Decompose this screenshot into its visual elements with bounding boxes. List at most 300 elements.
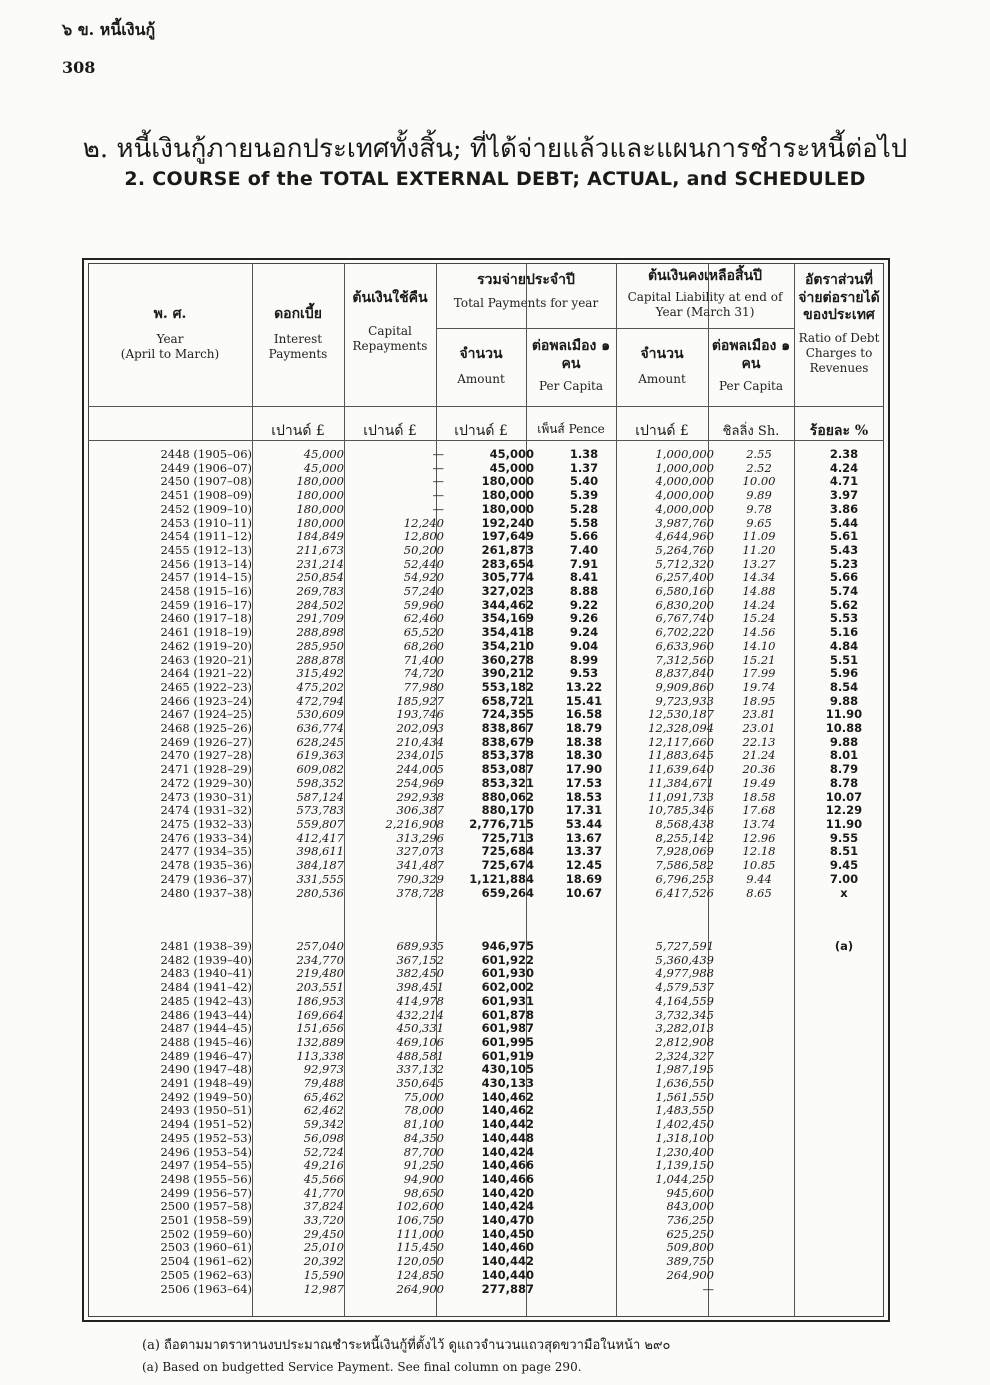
interest-cell: 25,010 [303, 1240, 344, 1255]
amount-cell: 140,450 [481, 1226, 534, 1241]
capital-cell: 432,214 [396, 1007, 444, 1022]
capital-cell: — [432, 488, 444, 503]
col-total-thai: รวมจ่ายประจำปี [477, 272, 575, 288]
per-capita-cell: 7.40 [569, 542, 599, 557]
capital-cell: 98,650 [403, 1185, 444, 1200]
capital-cell: 68,260 [403, 638, 444, 653]
capital-cell: 313,296 [396, 830, 444, 845]
table-row [88, 1159, 894, 1173]
ratio-cell: 8.78 [829, 775, 859, 790]
ratio-cell [794, 1118, 894, 1132]
table-row [88, 544, 894, 558]
liability-cell: 7,928,069 [655, 844, 714, 859]
liability-per-capita-cell: 22.13 [742, 734, 776, 749]
liability-per-capita-cell: 17.99 [742, 666, 776, 681]
amount-cell: 305,774 [481, 570, 534, 585]
liability-cell: 6,633,960 [655, 638, 714, 653]
year-cell: 2462 (1919–20) [160, 638, 252, 653]
year-cell: 2481 (1938–39) [160, 939, 252, 953]
liability-cell: 5,360,439 [655, 952, 714, 967]
year-cell: 2456 (1913–14) [160, 556, 252, 571]
interest-cell: 257,040 [296, 939, 344, 953]
ratio-cell: 11.90 [825, 816, 863, 831]
amount-cell: 601,919 [481, 1048, 534, 1063]
year-cell: 2498 (1955–56) [160, 1171, 252, 1186]
year-cell: 2465 (1922–23) [160, 679, 252, 694]
capital-cell: 327,073 [396, 844, 444, 859]
liability-cell: 264,900 [666, 1267, 714, 1282]
per-capita-cell: 9.53 [569, 666, 599, 681]
amount-cell: 601,878 [481, 1007, 534, 1022]
table-row [88, 1022, 894, 1036]
year-cell: 2467 (1924–25) [160, 707, 252, 722]
table-row [88, 736, 894, 750]
liability-cell: 8,837,840 [655, 666, 714, 681]
interest-cell: 412,417 [296, 830, 344, 845]
interest-cell: 45,000 [303, 460, 344, 475]
interest-cell: 219,480 [296, 966, 344, 981]
ratio-cell: 3.86 [829, 501, 859, 516]
liability-cell: 625,250 [666, 1226, 714, 1241]
capital-cell: 12,240 [403, 515, 444, 530]
liability-per-capita-cell [724, 967, 794, 981]
capital-cell: 382,450 [396, 966, 444, 981]
per-capita-cell: 1.38 [569, 447, 599, 461]
capital-cell: 71,400 [403, 652, 444, 667]
amount-cell: 430,105 [481, 1062, 534, 1077]
col-amount-header [436, 346, 526, 387]
capital-cell: 790,329 [396, 871, 444, 886]
ratio-cell: 2.38 [829, 447, 859, 461]
capital-cell: 106,750 [396, 1213, 444, 1228]
ratio-cell [794, 1187, 894, 1201]
ratio-cell: 8.51 [829, 844, 859, 859]
year-cell: 2473 (1930–31) [160, 789, 252, 804]
unit-liab-amount: เปานด์ £ [635, 423, 689, 439]
interest-cell: 234,770 [296, 952, 344, 967]
per-capita-cell: 5.66 [569, 529, 599, 544]
ratio-cell: 10.07 [825, 789, 863, 804]
liability-per-capita-cell [724, 1255, 794, 1269]
liability-cell: 7,312,560 [655, 652, 714, 667]
ratio-cell [794, 1050, 894, 1064]
table-row [88, 462, 894, 476]
liability-cell: 12,530,187 [648, 707, 714, 722]
year-cell: 2460 (1917–18) [160, 611, 252, 626]
liability-cell: 2,324,327 [655, 1048, 714, 1063]
liability-cell: 4,579,537 [655, 980, 714, 995]
capital-cell: — [432, 501, 444, 516]
ratio-cell: 5.61 [829, 529, 859, 544]
ratio-cell: 3.97 [829, 488, 859, 503]
liability-per-capita-cell [724, 1146, 794, 1160]
ratio-cell: 5.53 [829, 611, 859, 626]
interest-cell: 92,973 [303, 1062, 344, 1077]
capital-cell: 111,000 [396, 1226, 444, 1241]
table-row [88, 667, 894, 681]
amount-cell: 601,995 [481, 1034, 534, 1049]
col-interest-thai: ดอกเบี้ย [274, 306, 322, 322]
liability-per-capita-cell: 14.34 [742, 570, 776, 585]
col-liab-percapita-en: Per Capita [718, 379, 784, 393]
per-capita-cell: 18.69 [565, 871, 603, 886]
year-cell: 2501 (1958–59) [160, 1213, 252, 1228]
table-row [88, 695, 894, 709]
per-capita-cell: 9.04 [569, 638, 599, 653]
ratio-cell: 5.51 [829, 652, 859, 667]
ratio-cell [794, 954, 894, 968]
table-actual [88, 448, 894, 900]
capital-cell: 78,000 [403, 1103, 444, 1118]
capital-cell: 75,000 [403, 1089, 444, 1104]
liability-cell: 3,987,760 [655, 515, 714, 530]
col-total-en: Total Payments for year [453, 295, 599, 310]
ratio-cell: 9.88 [829, 734, 859, 749]
capital-cell: 124,850 [396, 1267, 444, 1282]
col-ratio-thai: อัตราส่วนที่จ่ายต่อรายได้ของประเทศ [798, 272, 880, 323]
col-year-header [88, 306, 252, 362]
ratio-cell [794, 1104, 894, 1118]
liability-cell: 8,255,142 [655, 830, 714, 845]
group-rule [616, 328, 794, 329]
table-row [88, 530, 894, 544]
per-capita-cell [544, 1173, 624, 1187]
year-cell: 2480 (1937–38) [160, 885, 252, 900]
ratio-cell: 4.24 [829, 460, 859, 475]
liability-per-capita-cell [724, 1159, 794, 1173]
per-capita-cell: 16.58 [565, 707, 603, 722]
table-row [88, 448, 894, 462]
capital-cell: 74,720 [403, 666, 444, 681]
interest-cell: 269,783 [296, 584, 344, 599]
table-row [88, 954, 894, 968]
table-row [88, 626, 894, 640]
per-capita-cell: 13.22 [565, 679, 603, 694]
amount-cell: 140,466 [481, 1158, 534, 1173]
ratio-cell: 12.29 [825, 803, 863, 818]
year-cell: 2496 (1953–54) [160, 1144, 252, 1159]
capital-cell: 341,487 [396, 858, 444, 873]
liability-cell: 5,264,760 [655, 542, 714, 557]
table-row [88, 517, 894, 531]
liability-cell: 389,750 [666, 1254, 714, 1269]
interest-cell: 288,898 [296, 625, 344, 640]
liability-cell: 945,600 [666, 1185, 714, 1200]
amount-cell: 344,462 [481, 597, 534, 612]
year-cell: 2476 (1933–34) [160, 830, 252, 845]
per-capita-cell [544, 1200, 624, 1214]
year-cell: 2506 (1963–64) [160, 1281, 252, 1296]
interest-cell: 65,462 [303, 1089, 344, 1104]
capital-cell: 210,434 [396, 734, 444, 749]
interest-cell: 169,664 [296, 1007, 344, 1022]
liability-cell: 6,417,526 [655, 885, 714, 900]
amount-cell: 140,442 [481, 1117, 534, 1132]
per-capita-cell: 9.26 [569, 611, 599, 626]
capital-cell: 65,520 [403, 625, 444, 640]
year-cell: 2497 (1954–55) [160, 1158, 252, 1173]
interest-cell: 573,783 [296, 803, 344, 818]
ratio-cell [794, 981, 894, 995]
liability-per-capita-cell [724, 1036, 794, 1050]
per-capita-cell: 18.30 [565, 748, 603, 763]
liability-cell: 1,402,450 [655, 1117, 714, 1132]
amount-cell: 724,355 [481, 707, 534, 722]
liability-per-capita-cell: 20.36 [742, 762, 776, 777]
per-capita-cell [544, 1187, 624, 1201]
capital-cell: 12,800 [403, 529, 444, 544]
liability-per-capita-cell [724, 1091, 794, 1105]
ratio-cell: 5.96 [829, 666, 859, 681]
ratio-cell: 11.90 [825, 707, 863, 722]
ratio-cell [794, 1077, 894, 1091]
capital-cell: 244,005 [396, 762, 444, 777]
liability-cell: 1,561,550 [655, 1089, 714, 1104]
table-row [88, 967, 894, 981]
liability-per-capita-cell: 10.00 [742, 474, 776, 489]
interest-cell: 56,098 [303, 1130, 344, 1145]
amount-cell: 180,000 [481, 474, 534, 489]
per-capita-cell: 17.31 [565, 803, 603, 818]
table-row [88, 887, 894, 901]
ratio-cell: 7.00 [829, 871, 859, 886]
table-row [88, 749, 894, 763]
liability-per-capita-cell: 8.65 [746, 885, 772, 900]
capital-cell: 306,387 [396, 803, 444, 818]
interest-cell: 472,794 [296, 693, 344, 708]
per-capita-cell [544, 1132, 624, 1146]
table-row [88, 940, 894, 954]
amount-cell: 354,418 [481, 625, 534, 640]
amount-cell: 140,460 [481, 1240, 534, 1255]
liability-per-capita-cell [724, 1132, 794, 1146]
liability-per-capita-cell [724, 954, 794, 968]
col-liability-thai: ต้นเงินคงเหลือสิ้นปี [647, 268, 763, 284]
capital-cell: 54,920 [403, 570, 444, 585]
table-row [88, 1036, 894, 1050]
per-capita-cell [544, 954, 624, 968]
liability-per-capita-cell [724, 995, 794, 1009]
liability-cell: 8,568,438 [655, 816, 714, 831]
ratio-cell [794, 1091, 894, 1105]
liability-per-capita-cell: 14.56 [742, 625, 776, 640]
ratio-cell [794, 1036, 894, 1050]
interest-cell: 62,462 [303, 1103, 344, 1118]
interest-cell: 180,000 [296, 474, 344, 489]
amount-cell: 180,000 [481, 501, 534, 516]
col-liab-amount-en: Amount [638, 371, 686, 386]
col-amount-thai: จำนวน [459, 346, 503, 362]
table-row [88, 1187, 894, 1201]
year-cell: 2494 (1951–52) [160, 1117, 252, 1132]
liability-cell: 4,164,559 [655, 993, 714, 1008]
per-capita-cell: 9.22 [569, 597, 599, 612]
col-liab-amount-header [616, 346, 708, 387]
amount-cell: 45,000 [489, 447, 534, 461]
year-cell: 2488 (1945–46) [160, 1034, 252, 1049]
table-row [88, 1228, 894, 1242]
liability-cell: 3,732,345 [655, 1007, 714, 1022]
liability-cell: 6,830,200 [655, 597, 714, 612]
amount-cell: 880,062 [481, 789, 534, 804]
footnote-english: (a) Based on budgetted Service Payment. See final column on page 290. [142, 1360, 582, 1374]
liability-cell: 11,384,671 [648, 775, 714, 790]
interest-cell: 41,770 [303, 1185, 344, 1200]
liability-cell: 1,318,100 [655, 1130, 714, 1145]
year-cell: 2469 (1926–27) [160, 734, 252, 749]
year-cell: 2490 (1947–48) [160, 1062, 252, 1077]
per-capita-cell [544, 1255, 624, 1269]
ratio-cell [794, 1132, 894, 1146]
per-capita-cell: 9.24 [569, 625, 599, 640]
table-row [88, 640, 894, 654]
interest-cell: 384,187 [296, 858, 344, 873]
amount-cell: 354,169 [481, 611, 534, 626]
liability-cell: 12,117,660 [648, 734, 714, 749]
capital-cell: — [432, 474, 444, 489]
year-cell: 2449 (1906–07) [160, 460, 252, 475]
col-amount-en: Amount [457, 371, 505, 386]
ratio-cell: 5.23 [829, 556, 859, 571]
col-liab-percapita-thai: ต่อพลเมือง ๑ คน [711, 338, 791, 372]
interest-cell: 598,352 [296, 775, 344, 790]
liability-per-capita-cell: 18.95 [742, 693, 776, 708]
interest-cell: 628,245 [296, 734, 344, 749]
title-thai: ๒. หนี้เงินกู้ภายนอกประเทศทั้งสิ้น; ที่ได้จ่ายแล้วและแผนการชำระหนี้ต่อไป [82, 134, 908, 164]
interest-cell: 619,363 [296, 748, 344, 763]
interest-cell: 250,854 [296, 570, 344, 585]
per-capita-cell [544, 1091, 624, 1105]
per-capita-cell [544, 1228, 624, 1242]
amount-cell: 601,922 [481, 952, 534, 967]
liability-per-capita-cell: 15.24 [742, 611, 776, 626]
interest-cell: 291,709 [296, 611, 344, 626]
ratio-cell: 4.71 [829, 474, 859, 489]
liability-cell: 6,580,160 [655, 584, 714, 599]
col-liab-percapita-header [708, 338, 794, 394]
amount-cell: 853,321 [481, 775, 534, 790]
col-liab-amount-thai: จำนวน [640, 346, 684, 362]
amount-cell: 180,000 [481, 488, 534, 503]
ratio-cell [794, 995, 894, 1009]
year-cell: 2500 (1957–58) [160, 1199, 252, 1214]
interest-cell: 132,889 [296, 1034, 344, 1049]
liability-per-capita-cell: 10.85 [742, 858, 776, 873]
capital-cell: 350,645 [396, 1076, 444, 1091]
ratio-cell [794, 1022, 894, 1036]
liability-cell: 5,727,591 [655, 939, 714, 953]
liability-cell: 10,785,346 [648, 803, 714, 818]
year-cell: 2504 (1961–62) [160, 1254, 252, 1269]
liability-per-capita-cell: 15.21 [742, 652, 776, 667]
interest-cell: 530,609 [296, 707, 344, 722]
col-liability-en: Capital Liability at end of Year (March 31) [627, 289, 783, 319]
capital-cell: 292,938 [396, 789, 444, 804]
col-liability-group-header [616, 268, 794, 320]
liability-cell: 1,987,195 [655, 1062, 714, 1077]
liability-per-capita-cell [724, 1104, 794, 1118]
per-capita-cell [544, 1077, 624, 1091]
liability-cell: 2,812,908 [655, 1034, 714, 1049]
ratio-cell [794, 1173, 894, 1187]
per-capita-cell [544, 967, 624, 981]
capital-cell: 234,015 [396, 748, 444, 763]
interest-cell: 52,724 [303, 1144, 344, 1159]
per-capita-cell: 8.88 [569, 584, 599, 599]
per-capita-cell [544, 1159, 624, 1173]
interest-cell: 211,673 [296, 542, 344, 557]
table-row [88, 1077, 894, 1091]
amount-cell: 354,210 [481, 638, 534, 653]
liability-per-capita-cell [724, 1241, 794, 1255]
capital-cell: 115,450 [396, 1240, 444, 1255]
ratio-cell: x [840, 885, 848, 900]
year-cell: 2463 (1920–21) [160, 652, 252, 667]
amount-cell: 327,023 [481, 584, 534, 599]
table-row [88, 818, 894, 832]
amount-cell: 601,987 [481, 1021, 534, 1036]
table-row [88, 1269, 894, 1283]
capital-cell: 414,978 [396, 993, 444, 1008]
liability-cell: 3,282,013 [655, 1021, 714, 1036]
liability-per-capita-cell [724, 1173, 794, 1187]
table-row [88, 1146, 894, 1160]
year-cell: 2471 (1928–29) [160, 762, 252, 777]
unit-ratio: ร้อยละ % [809, 423, 869, 439]
ratio-cell [794, 1255, 894, 1269]
amount-cell: 140,470 [481, 1213, 534, 1228]
group-rule [436, 328, 616, 329]
liability-per-capita-cell: 11.09 [742, 529, 776, 544]
liability-per-capita-cell [724, 1050, 794, 1064]
year-cell: 2461 (1918–19) [160, 625, 252, 640]
per-capita-cell: 12.45 [565, 858, 603, 873]
liability-cell: 1,483,550 [655, 1103, 714, 1118]
table-row [88, 995, 894, 1009]
table-row [88, 1050, 894, 1064]
liability-per-capita-cell [724, 1200, 794, 1214]
ratio-cell: 4.84 [829, 638, 859, 653]
amount-cell: 853,378 [481, 748, 534, 763]
per-capita-cell: 7.91 [569, 556, 599, 571]
year-cell: 2502 (1959–60) [160, 1226, 252, 1241]
capital-cell: 91,250 [403, 1158, 444, 1173]
liability-per-capita-cell: 19.49 [742, 775, 776, 790]
capital-cell: 689,935 [396, 939, 444, 953]
per-capita-cell [544, 1146, 624, 1160]
ratio-cell [794, 1063, 894, 1077]
unit-interest: เปานด์ £ [271, 423, 325, 439]
amount-cell: 197,649 [481, 529, 534, 544]
amount-cell: 946,975 [481, 939, 534, 953]
table-row [88, 503, 894, 517]
liability-per-capita-cell: 23.01 [742, 721, 776, 736]
liability-per-capita-cell [724, 1077, 794, 1091]
amount-cell: 140,424 [481, 1199, 534, 1214]
interest-cell: 288,878 [296, 652, 344, 667]
amount-cell: 430,133 [481, 1076, 534, 1091]
liability-per-capita-cell: 9.44 [746, 871, 772, 886]
interest-cell: 475,202 [296, 679, 344, 694]
liability-per-capita-cell: 18.58 [742, 789, 776, 804]
amount-cell: 838,867 [481, 721, 534, 736]
interest-cell: 59,342 [303, 1117, 344, 1132]
ratio-cell [794, 1009, 894, 1023]
year-cell: 2450 (1907–08) [160, 474, 252, 489]
per-capita-cell: 5.40 [569, 474, 599, 489]
table-row [88, 981, 894, 995]
ratio-cell: 5.44 [829, 515, 859, 530]
